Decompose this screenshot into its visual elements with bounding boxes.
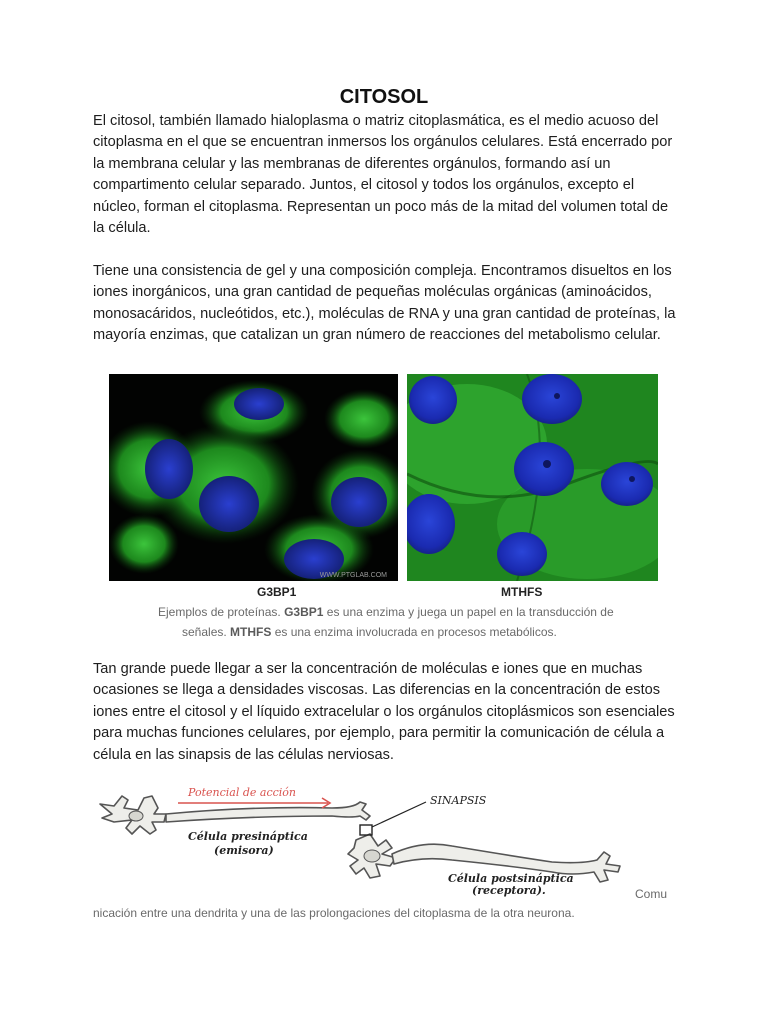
micrograph-watermark: WWW.PTGLAB.COM <box>319 572 387 579</box>
figure-caption <box>150 603 670 642</box>
caption-text: es una enzima involucrada en procesos metabólicos. <box>271 624 557 639</box>
paragraph-composition: Tiene una consistencia de gel y una composición compleja. Encontramos disueltos en los iones inorgánicos, una gran cantidad de pequeñas moléculas orgánicas (aminoácidos, monosacáridos, nucleótidos, etc.), moléculas de RNA y una gran cantidad de proteínas, la mayoría enzimas, que catalizan un gran número de reacciones del metabolismo celular. <box>93 263 676 344</box>
label-emitter: (emisora) <box>214 844 274 857</box>
diagram-caption-rest: nicación entre una dendrita y una de las prolongaciones del citoplasma de la otra neurona. <box>93 906 575 920</box>
label-synapse: SINAPSIS <box>430 794 487 807</box>
synapse-pointer-line <box>372 802 426 827</box>
page-title: CITOSOL <box>339 86 429 108</box>
synapse-diagram <box>92 770 632 900</box>
caption-bold: MTHFS <box>230 624 272 639</box>
micrograph-mthfs <box>407 374 658 581</box>
figure-label-g3bp1: G3BP1 <box>257 585 297 599</box>
caption-bold: G3BP1 <box>284 605 324 619</box>
caption-text: es una enzima y juega un papel en la transducción de <box>323 605 614 619</box>
paragraph-concentration: Tan grande puede llegar a ser la concentración de moléculas e iones que en muchas ocasiones se llega a densidades viscosas. Las diferencias en la concentración de estos iones entre el citosol y el líquido extracelular o los orgánulos citoplásmicos son esenciales para muchas funciones celulares, por ejemplo, para permitir la comunicación de célula a célula en las sinapsis de las células nerviosas. <box>93 661 675 763</box>
label-receptor: (receptora). <box>472 884 546 897</box>
micrograph-g3bp1 <box>109 374 398 581</box>
figure-label-mthfs: MTHFS <box>501 585 543 599</box>
caption-text: Ejemplos de proteínas. <box>158 605 285 619</box>
label-presynaptic: Célula presináptica <box>188 830 308 843</box>
caption-text: señales. <box>182 624 231 639</box>
paragraph-intro: El citosol, también llamado hialoplasma o matriz citoplasmática, es el medio acuoso del citoplasma en el que se encuentran inmersos los orgánulos celulares. Está encerrado por la membrana celular y las membranas de diferentes orgánulos, formando así un compartimento celular separado. Juntos, el citosol y todos los orgánulos, excepto el núcleo, forman el citoplasma. Representan un poco más de la mitad del volumen total de la célula. <box>93 113 673 237</box>
label-postsynaptic: Célula postsináptica <box>448 872 574 885</box>
label-action-potential: Potencial de acción <box>188 786 296 799</box>
diagram-caption-start: Comu <box>635 887 668 901</box>
